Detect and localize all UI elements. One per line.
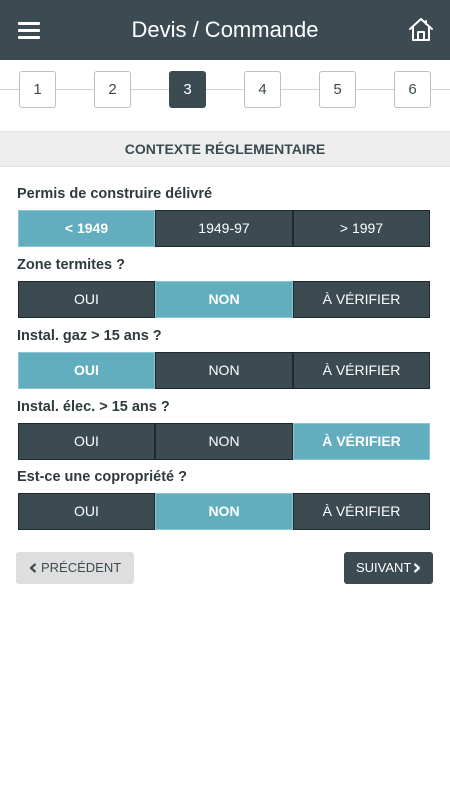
next-button-label: SUIVANT xyxy=(356,560,412,575)
question-building-permit-label: Permis de construire délivré xyxy=(17,186,213,202)
gas-verifier-button[interactable]: À VÉRIFIER xyxy=(293,352,430,389)
chevron-right-icon xyxy=(413,563,421,573)
step-4[interactable]: 4 xyxy=(244,71,281,108)
previous-button[interactable] xyxy=(16,552,134,584)
step-2[interactable]: 2 xyxy=(94,71,131,108)
electric-oui-button[interactable]: OUI xyxy=(18,423,155,460)
question-termites-label: Zone termites ? xyxy=(17,257,125,273)
question-electric-label: Instal. élec. > 15 ans ? xyxy=(17,399,170,415)
termites-verifier-button[interactable]: À VÉRIFIER xyxy=(293,281,430,318)
step-1[interactable]: 1 xyxy=(19,71,56,108)
option-after-1997-button[interactable]: > 1997 xyxy=(293,210,430,247)
termites-oui-button[interactable]: OUI xyxy=(18,281,155,318)
step-6[interactable]: 6 xyxy=(394,71,431,108)
step-5[interactable]: 5 xyxy=(319,71,356,108)
step-indicator xyxy=(0,60,450,120)
chevron-left-icon xyxy=(29,563,37,573)
electric-non-button[interactable]: NON xyxy=(155,423,293,460)
step-3[interactable]: 3 xyxy=(169,71,206,108)
app-bar xyxy=(0,0,450,60)
question-gas-label: Instal. gaz > 15 ans ? xyxy=(17,328,162,344)
home-icon[interactable] xyxy=(407,15,435,43)
section-title: CONTEXTE RÉGLEMENTAIRE xyxy=(0,131,450,167)
copropriete-non-button[interactable]: NON xyxy=(155,493,293,530)
option-before-1949-button[interactable]: < 1949 xyxy=(18,210,155,247)
next-button[interactable] xyxy=(344,552,433,584)
previous-button-label: PRÉCÉDENT xyxy=(41,560,122,575)
copropriete-oui-button[interactable]: OUI xyxy=(18,493,155,530)
gas-oui-button[interactable]: OUI xyxy=(18,352,155,389)
question-copropriete-label: Est-ce une copropriété ? xyxy=(17,469,188,485)
termites-non-button[interactable]: NON xyxy=(155,281,293,318)
copropriete-verifier-button[interactable]: À VÉRIFIER xyxy=(293,493,430,530)
step-connector-line xyxy=(0,89,450,90)
electric-verifier-button[interactable]: À VÉRIFIER xyxy=(293,423,430,460)
page-title: Devis / Commande xyxy=(131,17,319,42)
gas-non-button[interactable]: NON xyxy=(155,352,293,389)
option-1949-97-button[interactable]: 1949-97 xyxy=(155,210,293,247)
